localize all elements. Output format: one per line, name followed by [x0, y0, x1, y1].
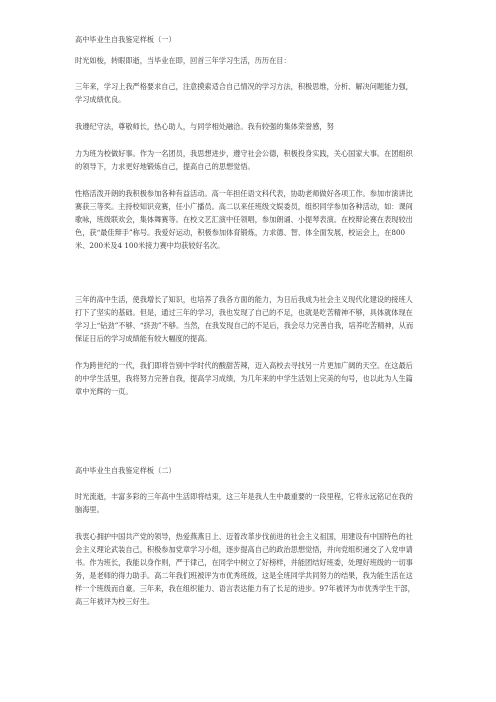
section-1-paragraph: 三年的高中生活，使我增长了知识，也培养了我各方面的能力，为日后我成为社会主义现代化建设的接班人打下了坚实的基础。但是，通过三年的学习，我也发现了自己的不足，也就是吃苦精神不够，具体就体现在学习上“钻劲”不够、“挤劲”不够。当然，在我发现自己的不足后，我会尽力完善自我，培养吃苦精神，从而保证日后的学习成绩能有较大幅度的提高。 — [75, 295, 414, 343]
section-1-paragraph: 三年来，学习上我严格要求自己，注意摸索适合自己情况的学习方法，积极思维，分析、解决问题能力强，学习成绩优良。 — [75, 82, 413, 104]
section-2-paragraph: 时光流逝，丰富多彩的三年高中生活即将结束，这三年是我人生中最重要的一段里程，它将永远铭记在我的脑海里。 — [75, 492, 413, 514]
section-1-paragraph: 时光如梭，转眼即逝，当毕业在即，回首三年学习生活，历历在目： — [75, 56, 291, 65]
section-1-paragraph: 作为跨世纪的一代，我们即将告别中学时代的酸甜苦辣，迈入高校去寻找另一片更加广阔的天空。在这最后的中学生活里，我将努力完善自我，提高学习成绩，为几年来的中学生活划上完美的句号，也以此为人生篇章中光辉的一页。 — [75, 361, 413, 396]
section-1-title: 高中毕业生自我鉴定样板（一） — [75, 35, 176, 44]
section-1-paragraph: 性格活泼开朗的我积极参加各种有益活动。高一年担任语文科代表，协助老师做好各项工作。参加市演讲比赛获三等奖。主持校知识竞赛，任小广播员。高二以来任班级文娱委员，组织同学参加各种活动，如：课间歌咏，班级联欢会，集体舞赛等。在校文艺汇演中任领唱，参加朗诵、小提琴表演。在校辩论赛在表现较出色，获“最佳辩手”称号。我爱好运动，积极参加体育锻炼，力求德、智、体全面发展，校运会上，在800米、200米及4 100米接力赛中均获较好名次。 — [75, 189, 413, 250]
section-1-paragraph: 我遵纪守法，尊敬师长，热心助人，与同学相处融洽。我有较强的集体荣誉感，努 — [75, 122, 334, 131]
section-2-title: 高中毕业生自我鉴定样板（二） — [75, 466, 176, 475]
section-2-paragraph: 我衷心拥护中国共产党的领导，热爱燕燕日上、迈着改革步伐前进的社会主义祖国，用建设有中国特色的社会主义理论武装自己，积极参加党章学习小组，逐步提高自己的政治思想觉悟，并向党组织递交了入党申请书。作为班长，我能以身作则，严于律己，在同学中树立了好榜样，并能团结好班委，处理好班级的一切事务，是老师的得力助手。高二年我们班被评为市优秀班级，这是全班同学共同努力的结果，我为能生活在这样一个班级而自豪。三年来，我在组织能力、语言表达能力有了长足的进步。97年被评为市优秀学生干部，高三年被评为校三好生。 — [75, 532, 415, 606]
section-1-paragraph: 力为班为校做好事。作为一名团员，我思想进步，遵守社会公德，积极投身实践，关心国家大事。在团组织的领导下，力求更好地锻炼自己，提高自己的思想觉悟。 — [75, 149, 413, 171]
